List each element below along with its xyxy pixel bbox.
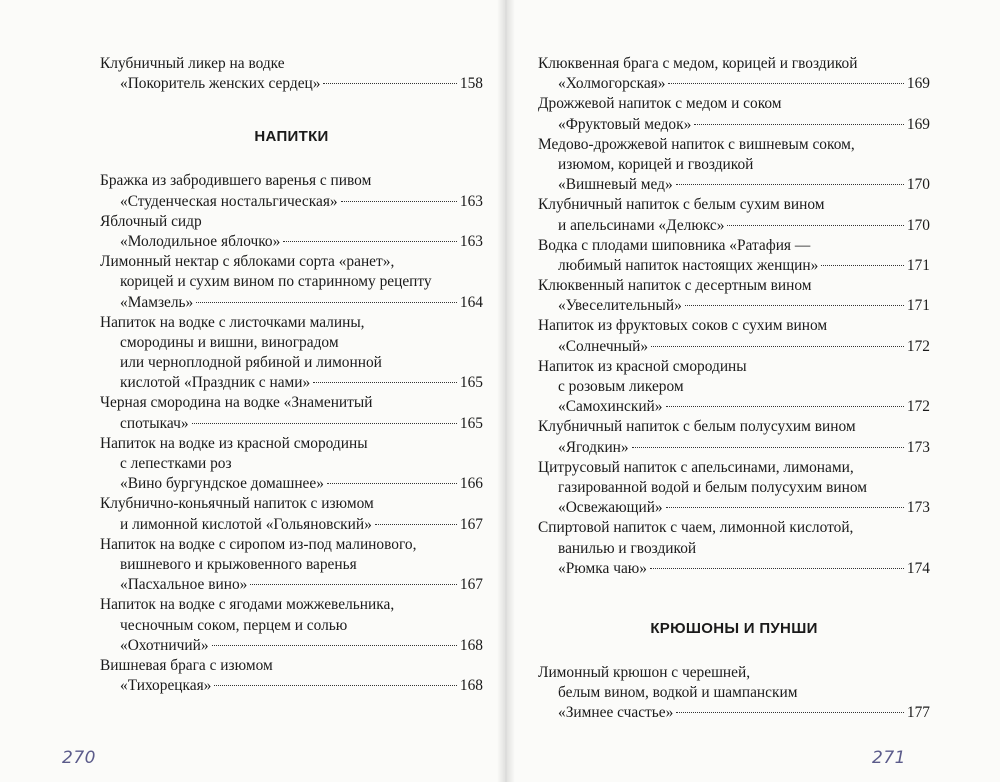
entry-line: «Зимнее счастье» [558,704,674,722]
entry-line: и лимонной кислотой «Гольяновский» [120,515,372,533]
dot-leader [375,524,457,525]
entry-line: вишневого и крыжовенного варенья [120,555,357,573]
toc-entry [100,313,483,394]
toc-entry [538,94,930,134]
page-number: 167 [459,515,483,533]
entry-last-line [538,216,930,236]
entry-line: «Ягодкин» [558,438,629,456]
entry-last-line [538,498,930,518]
toc-entry [538,236,930,276]
entry-line: «Тихорецкая» [120,677,212,695]
entry-last-line [100,676,483,696]
toc-entry [100,252,483,313]
entry-line: с лепестками роз [120,455,232,472]
entry-line: «Рюмка чаю» [558,559,647,577]
entry-line: Бражка из забродившего варенья с пивом [100,172,372,190]
left-page-toc [100,54,483,696]
entry-last-line [100,575,483,595]
toc-entry [100,393,483,433]
entry-last-line [538,397,930,417]
page-number: 165 [459,414,483,432]
page-number: 164 [459,293,483,311]
entry-last-line [538,438,930,458]
entry-last-line [538,175,930,195]
dot-leader [821,265,904,266]
dot-leader [323,83,456,84]
right-page-toc [538,54,930,723]
toc-entry [538,316,930,356]
entry-line: «Молодильное яблочко» [120,232,281,250]
dot-leader [214,685,457,686]
dot-leader [196,302,457,303]
entry-line: Клубничный напиток с белым сухим вином [538,196,825,214]
toc-entry [538,54,930,94]
dot-leader [676,712,904,713]
toc-entry [100,535,483,596]
dot-leader [632,447,904,448]
entry-line: с розовым ликером [558,378,684,395]
toc-entry [538,458,930,519]
entry-last-line [538,296,930,316]
page-folio-right: 271 [872,748,906,768]
entry-line: Напиток на водке из красной смородины [100,434,368,452]
toc-entry [100,171,483,211]
toc-entry [100,54,483,94]
toc-entry [538,357,930,418]
dot-leader [651,346,904,347]
page-folio-left: 270 [62,748,96,768]
entry-last-line [100,192,483,212]
dot-leader [668,83,903,84]
entry-line: «Вишневый мед» [558,176,673,194]
entry-last-line [538,74,930,94]
entry-line: «Холмогорская» [558,75,666,93]
toc-entry [100,494,483,534]
dot-leader [313,382,457,383]
entry-line: Лимонный крюшон с черешней, [538,663,751,681]
page-number: 158 [459,75,483,93]
entry-line: Цитрусовый напиток с апельсинами, лимонами, [538,458,854,476]
entry-line: Клубничный ликер на водке [100,55,285,72]
entry-last-line [100,474,483,494]
entry-last-line [100,414,483,434]
entry-line: «Пасхальное вино» [120,576,248,594]
entry-line: кислотой «Праздник с нами» [120,374,311,392]
entry-line: Лимонный нектар с яблоками сорта «ранет», [100,253,395,271]
entry-last-line [538,559,930,579]
entry-line: «Покоритель женских сердец» [120,75,321,93]
toc-entry [538,135,930,196]
entry-line: Напиток на водке с сиропом из-под малинового, [100,535,417,553]
toc-entry [100,656,483,696]
entry-line: Напиток из фруктовых соков с сухим вином [538,317,828,335]
toc-entry [538,195,930,235]
toc-entry [100,212,483,252]
entry-line: «Мамзель» [120,293,194,311]
entry-last-line [100,293,483,313]
page-number: 177 [906,704,930,722]
toc-entry [100,434,483,495]
entry-line: «Освежающий» [558,499,663,517]
entry-line: ванилью и гвоздикой [558,539,697,557]
entry-line: Черная смородина на водке «Знаменитый [100,394,373,412]
entry-line: «Студенческая ностальгическая» [120,192,338,210]
page-number: 171 [906,297,930,315]
dot-leader [327,483,457,484]
book-gutter [497,0,515,782]
entry-line: Напиток на водке с ягодами можжевельника, [100,596,395,614]
dot-leader [283,241,457,242]
entry-line: и апельсинами «Делюкс» [558,216,725,234]
page-number: 173 [906,499,930,517]
entry-line: Напиток из красной смородины [538,357,747,375]
entry-line: белым вином, водкой и шампанским [558,684,798,702]
page-number: 168 [459,677,483,695]
entry-line: или черноплодной рябиной и лимонной [120,354,382,372]
page-number: 166 [459,475,483,493]
entry-line: Клюквенная брага с медом, корицей и гвоздикой [538,55,858,72]
page-number: 172 [906,337,930,355]
entry-line: Вишневая брага с изюмом [100,656,273,674]
entry-line: «Увеселительный» [558,297,682,315]
dot-leader [666,406,904,407]
page-number: 169 [906,75,930,93]
dot-leader [212,645,457,646]
entry-last-line [538,256,930,276]
toc-entry [538,417,930,457]
page-number: 168 [459,636,483,654]
toc-entry [538,663,930,724]
toc-entry [538,518,930,579]
page-number: 165 [459,374,483,392]
entry-line: изюмом, корицей и гвоздикой [558,155,754,173]
toc-entry [100,595,483,656]
entry-line: спотыкач» [120,414,189,432]
dot-leader [341,201,457,202]
entry-line: Спиртовой напиток с чаем, лимонной кислотой, [538,519,854,537]
entry-line: Клубнично-коньячный напиток с изюмом [100,495,374,513]
section-heading-drinks: НАПИТКИ [254,128,329,146]
entry-line: «Охотничий» [120,636,209,654]
dot-leader [666,507,904,508]
page-number: 167 [459,576,483,594]
toc-entry [538,276,930,316]
entry-line: корицей и сухим вином по старинному рецепту [120,273,432,291]
entry-line: Дрожжевой напиток с медом и соком [538,95,782,113]
entry-last-line [100,636,483,656]
page-number: 170 [906,176,930,194]
entry-last-line [100,74,483,94]
dot-leader [250,584,457,585]
entry-line: Клубничный напиток с белым полусухим вином [538,418,856,436]
entry-line: Яблочный сидр [100,212,202,230]
entry-line: Напиток на водке с листочками малины, [100,313,365,331]
entry-last-line [100,515,483,535]
entry-line: «Вино бургундское домашнее» [120,475,324,493]
entry-last-line [538,115,930,135]
dot-leader [676,184,904,185]
dot-leader [694,124,904,125]
entry-last-line [538,337,930,357]
entry-last-line [100,373,483,393]
entry-line: любимый напиток настоящих женщин» [558,256,819,274]
page-number: 169 [906,115,930,133]
dot-leader [685,305,904,306]
entry-line: смородины и вишни, виноградом [120,333,339,351]
page-number: 171 [906,256,930,274]
dot-leader [192,423,457,424]
section-heading-punches: КРЮШОНЫ И ПУНШИ [650,619,818,637]
entry-last-line [100,232,483,252]
page-number: 174 [906,559,930,577]
entry-line: газированной водой и белым полусухим вином [558,478,867,496]
entry-line: «Солнечный» [558,337,649,355]
page-number: 163 [459,192,483,210]
entry-line: Водка с плодами шиповника «Ратафия — [538,236,811,254]
entry-line: Клюквенный напиток с десертным вином [538,277,812,295]
page-number: 172 [906,398,930,416]
entry-line: «Фруктовый медок» [558,115,692,133]
entry-line: «Самохинский» [558,398,663,416]
page-number: 173 [906,438,930,456]
dot-leader [727,225,903,226]
page-number: 170 [906,216,930,234]
entry-line: Медово-дрожжевой напиток с вишневым соком, [538,135,855,153]
entry-last-line [538,703,930,723]
entry-line: чесночным соком, перцем и солью [120,616,348,634]
dot-leader [650,568,904,569]
page-number: 163 [459,232,483,250]
